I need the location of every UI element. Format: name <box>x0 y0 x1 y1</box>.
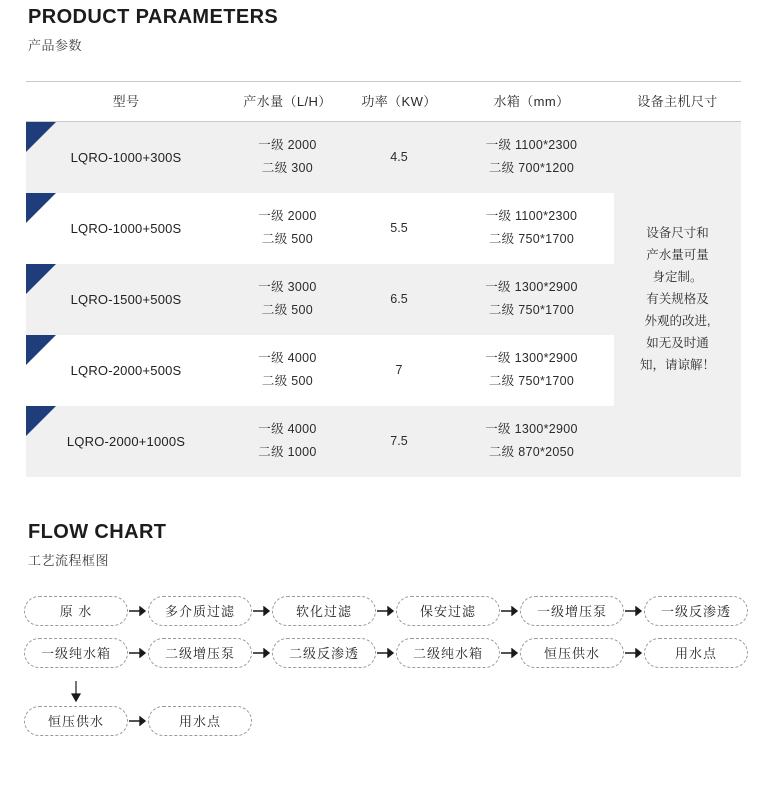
cell-machine-size-note <box>614 122 741 477</box>
cell-power: 6.5 <box>349 264 449 335</box>
flow-down-connector <box>24 680 743 706</box>
cell-power: 5.5 <box>349 193 449 264</box>
output-stage1: 一级 4000 <box>258 422 317 436</box>
parameters-table <box>26 81 741 477</box>
note-line: 身定制。 <box>652 270 703 285</box>
tank-stage1: 一级 1300*2900 <box>485 422 578 436</box>
tank-stage1: 一级 1300*2900 <box>485 280 578 294</box>
note-line: 知，请谅解！ <box>639 358 715 373</box>
flow-node: 恒压供水 <box>520 638 624 668</box>
flow-row <box>24 638 743 668</box>
output-stage2: 二级 500 <box>261 374 314 388</box>
flow-row <box>24 596 743 626</box>
note-line: 如无及时通 <box>646 336 709 351</box>
arrow-right-icon <box>128 716 148 726</box>
flow-node: 二级纯水箱 <box>396 638 500 668</box>
cell-power: 4.5 <box>349 122 449 193</box>
flow-node: 一级增压泵 <box>520 596 624 626</box>
cell-output <box>226 335 349 406</box>
cell-tank <box>449 335 614 406</box>
note-line: 产水量可量 <box>646 248 709 263</box>
arrow-right-icon <box>376 606 396 616</box>
flow-node: 用水点 <box>148 706 252 736</box>
cell-model <box>26 122 226 193</box>
cell-output <box>226 193 349 264</box>
tank-stage2: 二级 700*1200 <box>488 161 575 176</box>
table-header-row <box>26 82 741 122</box>
flow-node: 一级纯水箱 <box>24 638 128 668</box>
tank-stage2: 二级 750*1700 <box>488 232 575 246</box>
output-stage1: 一级 4000 <box>258 351 317 365</box>
flow-node: 二级增压泵 <box>148 638 252 668</box>
output-stage1: 一级 3000 <box>258 280 317 294</box>
parameters-table-wrapper <box>14 81 743 477</box>
corner-flag-icon <box>26 406 56 436</box>
arrow-right-icon <box>500 606 520 616</box>
arrow-right-icon <box>376 648 396 658</box>
flow-node: 二级反渗透 <box>272 638 376 668</box>
cell-power: 7.5 <box>349 406 449 477</box>
tank-stage1: 一级 1100*2300 <box>485 138 578 153</box>
corner-flag-icon <box>26 335 56 365</box>
corner-flag-icon <box>26 264 56 294</box>
flow-node: 用水点 <box>644 638 748 668</box>
flow-chart-title: FLOW CHART <box>28 520 167 543</box>
note-line: 有关规格及 <box>646 292 709 307</box>
output-stage2: 二级 500 <box>261 303 314 317</box>
corner-flag-icon <box>26 193 56 223</box>
model-label: LQRO-1000+300S <box>70 149 182 165</box>
table-row <box>26 122 741 193</box>
column-header-model: 型号 <box>26 82 226 122</box>
cell-tank <box>449 193 614 264</box>
page-title: PRODUCT PARAMETERS <box>28 6 279 28</box>
tank-stage2: 二级 750*1700 <box>488 374 575 388</box>
corner-flag-icon <box>26 122 56 152</box>
arrow-right-icon <box>128 606 148 616</box>
arrow-right-icon <box>252 648 272 658</box>
flow-chart-heading <box>28 515 743 570</box>
output-stage2: 二级 500 <box>261 232 314 246</box>
column-header-output: 产水量（L/H） <box>226 82 349 122</box>
column-header-power: 功率（KW） <box>349 82 449 122</box>
note-line: 设备尺寸和 <box>646 226 709 241</box>
cell-tank <box>449 122 614 193</box>
arrow-right-icon <box>624 648 644 658</box>
flow-node: 恒压供水 <box>24 706 128 736</box>
cell-tank <box>449 406 614 477</box>
tank-stage2: 二级 750*1700 <box>488 303 575 317</box>
model-label: LQRO-1000+500S <box>70 220 182 236</box>
output-stage1: 一级 2000 <box>258 209 317 223</box>
cell-tank <box>449 264 614 335</box>
note-line: 外观的改进, <box>644 314 711 329</box>
output-stage2: 二级 1000 <box>258 445 317 459</box>
flow-chart-diagram <box>14 596 743 736</box>
model-label: LQRO-2000+500S <box>70 362 182 378</box>
output-stage2: 二级 300 <box>261 161 314 176</box>
cell-power: 7 <box>349 335 449 406</box>
flow-chart-subtitle: 工艺流程框图 <box>28 552 110 568</box>
cell-model <box>26 264 226 335</box>
arrow-right-icon <box>500 648 520 658</box>
tank-stage2: 二级 870*2050 <box>488 445 575 459</box>
output-stage1: 一级 2000 <box>258 138 317 153</box>
cell-model <box>26 193 226 264</box>
flow-node: 软化过滤 <box>272 596 376 626</box>
cell-model <box>26 406 226 477</box>
arrow-right-icon <box>252 606 272 616</box>
cell-output <box>226 264 349 335</box>
flow-node: 保安过滤 <box>396 596 500 626</box>
flow-node: 一级反渗透 <box>644 596 748 626</box>
cell-output <box>226 406 349 477</box>
arrow-right-icon <box>128 648 148 658</box>
column-header-tank: 水箱（mm） <box>449 82 614 122</box>
column-header-machine-size: 设备主机尺寸 <box>614 82 741 122</box>
arrow-down-icon <box>70 681 82 705</box>
model-label: LQRO-2000+1000S <box>66 433 186 449</box>
flow-node: 多介质过滤 <box>148 596 252 626</box>
product-parameters-heading <box>28 0 743 55</box>
tank-stage1: 一级 1100*2300 <box>485 209 578 223</box>
flow-node: 原 水 <box>24 596 128 626</box>
arrow-right-icon <box>624 606 644 616</box>
page-subtitle: 产品参数 <box>28 38 83 53</box>
cell-model <box>26 335 226 406</box>
cell-output <box>226 122 349 193</box>
tank-stage1: 一级 1300*2900 <box>485 351 578 365</box>
model-label: LQRO-1500+500S <box>70 291 182 307</box>
flow-row <box>24 706 743 736</box>
